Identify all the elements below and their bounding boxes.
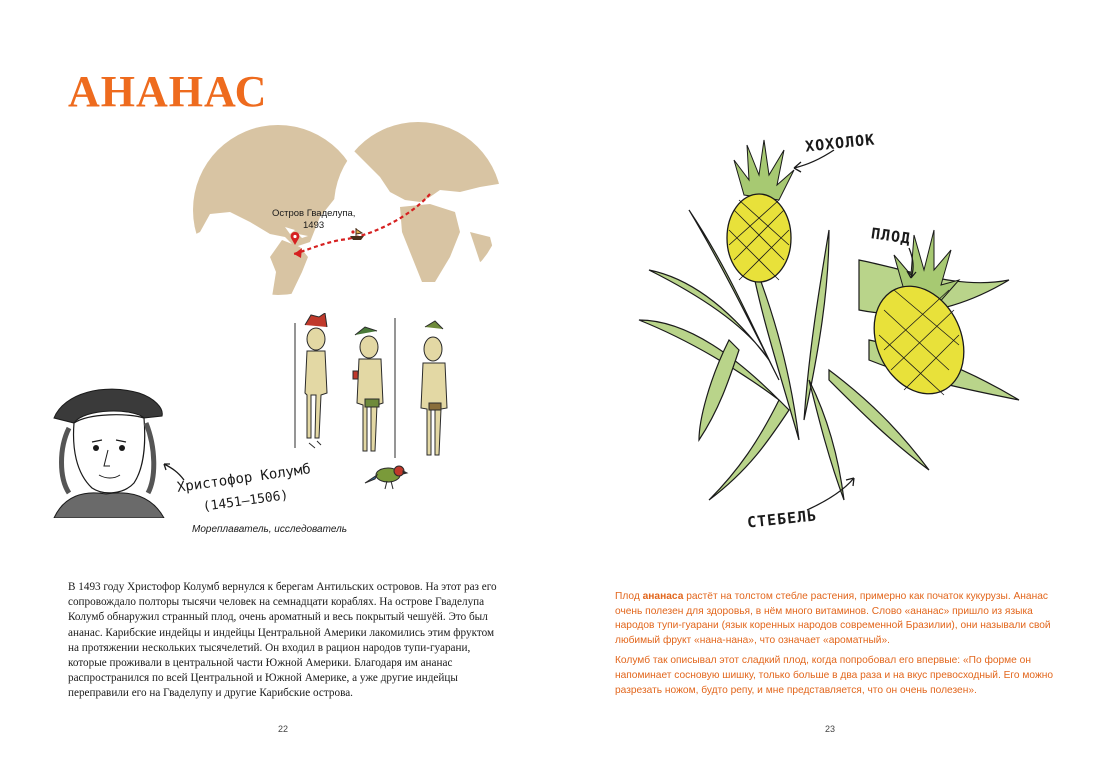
- columbus-portrait: [44, 378, 174, 518]
- page-number-left: 22: [278, 724, 289, 734]
- label-crown: ХОХОЛОК: [804, 130, 876, 156]
- stem-arrow-icon: [807, 478, 854, 510]
- east-hemisphere: [330, 122, 510, 297]
- para1-rest: растёт на толстом стебле растения, примерно как початок кукурузы. Ананас очень полезен для здоровья, в нём много витаминов. Слово «ананас» пришло из языка народов тупи-гуарани (язык коренных народов современной Бразилии), они называли свой любимый фрукт «нана-нана», что означает «ароматный».: [615, 591, 1051, 646]
- figure-3: [421, 321, 447, 455]
- map-label-year: 1493: [303, 220, 325, 231]
- right-body-text: [615, 590, 1061, 704]
- label-stem: СТЕБЕЛЬ: [746, 506, 818, 532]
- page-title: АНАНАС: [68, 67, 268, 116]
- right-paragraph-1: [615, 590, 1061, 648]
- pineapple-illustration: [629, 120, 1029, 520]
- label-fruit: ПЛОД: [869, 224, 913, 248]
- left-page: [0, 0, 558, 766]
- page-number-right: 23: [825, 724, 836, 734]
- para1-start: Плод: [615, 591, 643, 602]
- columbus-role: Мореплаватель, исследователь: [192, 524, 348, 535]
- figure-1: [295, 313, 327, 448]
- map-label-island: Остров Гваделупа,: [272, 208, 356, 219]
- columbus-name: Христофор Колумб: [176, 461, 312, 496]
- para1-bold-word: ананаса: [642, 591, 684, 602]
- right-paragraph-2: Колумб так описывал этот сладкий плод, когда попробовал его впервые: «По форме он напоминает сосновую шишку, только больше в два раза и на вкус превосходный. Его можно разрезать ножом, будто репу, и мне представляется, что он очень полезен».: [615, 655, 1054, 696]
- figure-2: [353, 318, 395, 458]
- indigenous-people-illustration: [285, 313, 455, 513]
- left-body-text: В 1493 году Христофор Колумб вернулся к берегам Антильских островов. На этот раз его сопровождало полторы тысячи человек на семнадцати кораблях. На острове Гваделупа Колумб обнаружил странный плод, очень ароматный и весь покрытый чешуёй. Это был ананас. Карибские индейцы и индейцы Центральной Америки лакомились этим фруктом на протяжении нескольких тысячелетий. Он входил в рацион народов тупи-гуарани, которые проживали в центральной части Южной Америки. Благодаря им ананас распространился по всей Центральной и Южной Америке, а уже другие индейцы переправили его на Гваделупу и другие Карибские острова.: [68, 581, 497, 700]
- right-page: [559, 0, 1117, 766]
- columbus-years: (1451–1506): [202, 488, 290, 515]
- parrot-icon: [365, 466, 407, 489]
